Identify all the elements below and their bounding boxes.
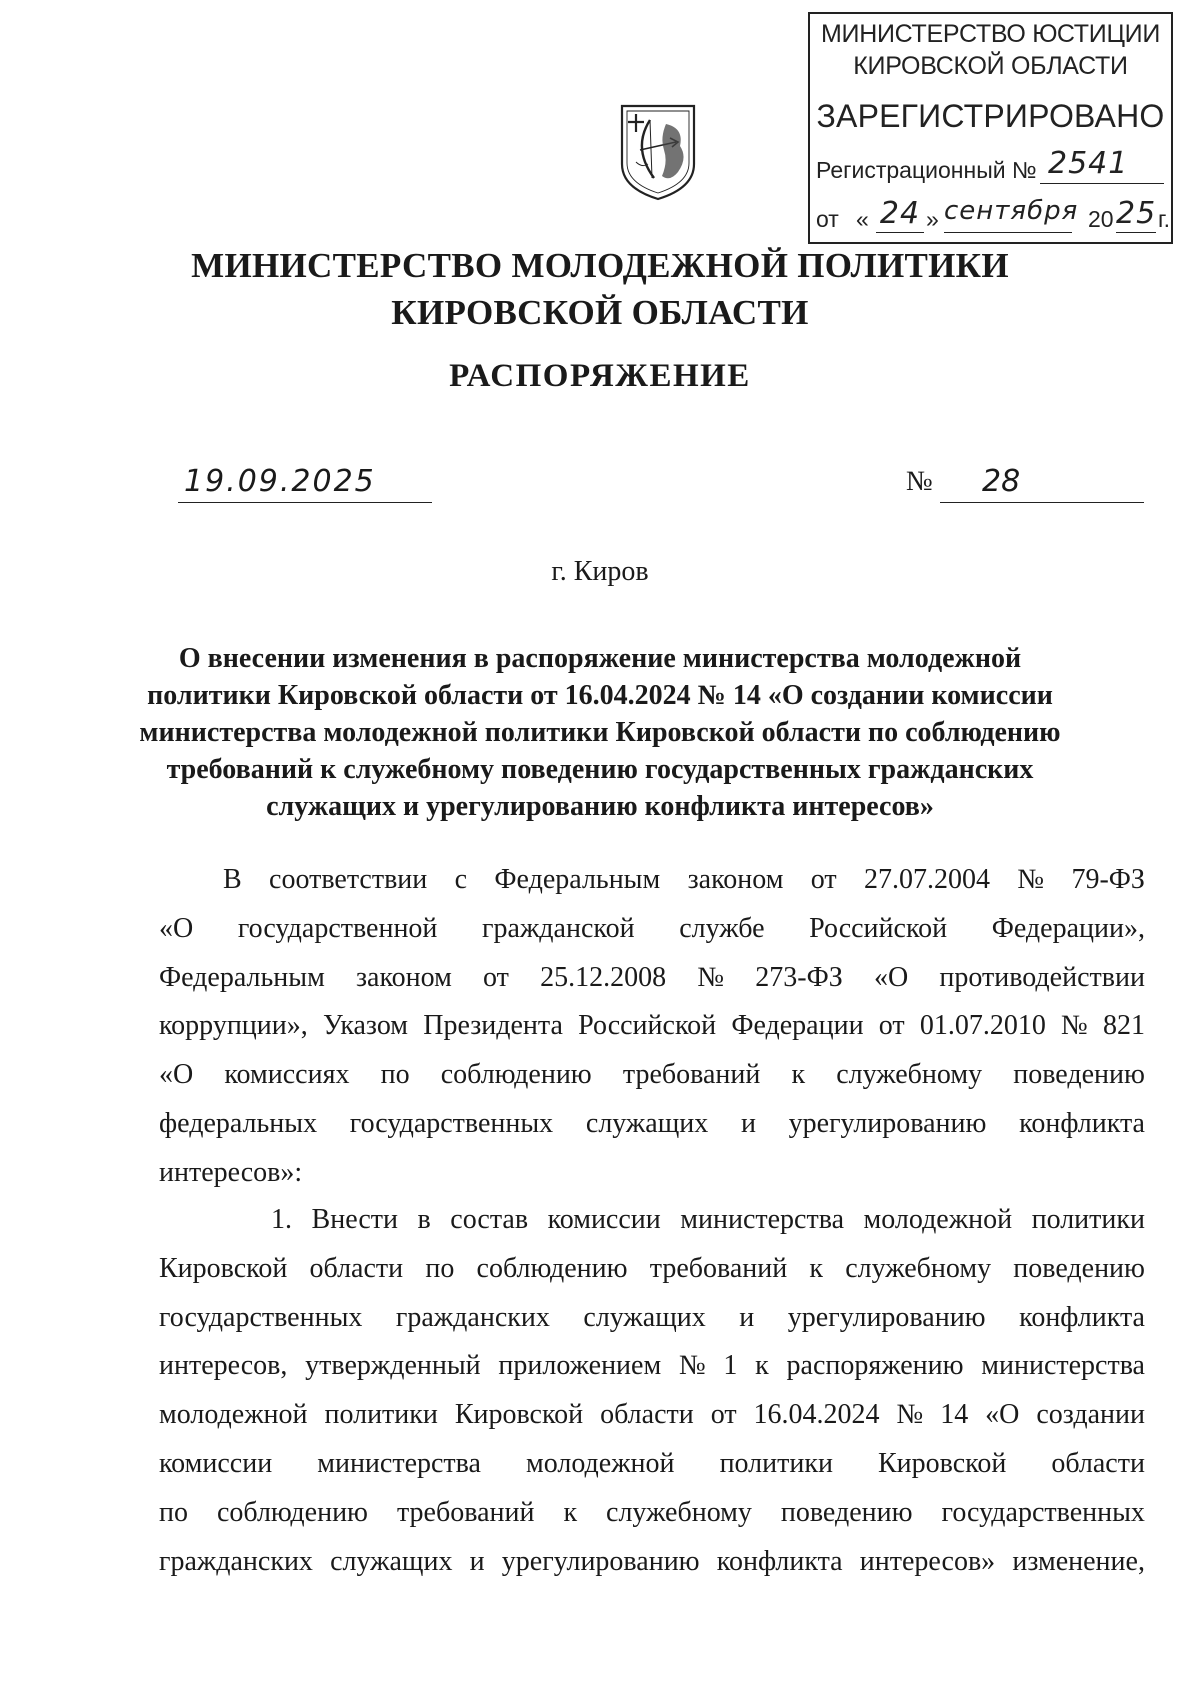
stamp-year-suffix: 25 — [1116, 196, 1157, 231]
body-word: № — [896, 1399, 924, 1431]
body-word: и — [469, 1545, 485, 1577]
body-word: государственных — [159, 1301, 363, 1333]
body-word: к — [755, 1350, 769, 1382]
body-word: Федерации — [731, 1010, 864, 1042]
document-number-field — [940, 464, 1144, 503]
body-word: по — [380, 1059, 410, 1091]
body-word: 79-ФЗ — [1071, 864, 1145, 895]
stamp-registered-title: ЗАРЕГИСТРИРОВАНО — [816, 98, 1165, 134]
body-word: служащих — [585, 1107, 709, 1139]
body-word: интересов» — [859, 1545, 996, 1577]
body-word: министерства — [981, 1350, 1145, 1382]
body-word: служащих — [583, 1301, 706, 1333]
body-word: соответствии — [269, 864, 428, 895]
body-line — [159, 1002, 1145, 1051]
body-word: и — [739, 1301, 755, 1333]
stamp-month: сентября — [944, 196, 1072, 233]
body-word: конфликта — [1019, 1107, 1145, 1139]
body-word: № — [1061, 1010, 1088, 1042]
body-word: изменение, — [1012, 1545, 1145, 1577]
body-word: Президента — [423, 1010, 563, 1042]
body-word: Российской — [809, 912, 948, 944]
body-word: соблюдению — [216, 1496, 368, 1528]
body-line — [159, 905, 1145, 954]
body-word: Указом — [322, 1010, 409, 1042]
body-word: молодежной — [863, 1204, 1013, 1235]
city: г. Киров — [551, 556, 649, 587]
body-word: служебному — [836, 1059, 983, 1091]
body-word: в — [417, 1204, 431, 1235]
registration-stamp — [808, 12, 1173, 244]
body-word: поведению — [1013, 1059, 1145, 1091]
body-line — [159, 1196, 1145, 1245]
body-word: гражданских — [395, 1301, 550, 1333]
body-word: № — [678, 1350, 706, 1382]
document-type: РАСПОРЯЖЕНИЕ — [449, 358, 751, 394]
body-word: министерства — [317, 1447, 481, 1479]
body-word: 16.04.2024 — [753, 1399, 880, 1431]
body-word: 1. — [271, 1204, 292, 1235]
body-word: молодежной — [526, 1447, 675, 1479]
body-word: № — [697, 961, 725, 993]
body-line — [159, 1538, 1145, 1587]
stamp-day: 24 — [876, 196, 924, 233]
body-word: и — [740, 1107, 756, 1139]
body-word: комиссии — [159, 1447, 273, 1479]
body-line — [159, 856, 1145, 905]
body-word: законом — [687, 864, 784, 895]
body-word: требований — [622, 1059, 761, 1091]
body-word: к — [791, 1059, 806, 1091]
body-word: Кировской — [454, 1399, 584, 1431]
body-word: гражданских — [159, 1545, 313, 1577]
body-paragraph-1 — [159, 856, 1145, 1198]
body-word: к — [563, 1496, 578, 1528]
body-word: «О — [159, 1059, 194, 1091]
document-title — [0, 640, 1200, 825]
body-word: «О — [159, 912, 194, 944]
body-word: к — [809, 1252, 824, 1284]
body-word: по — [425, 1252, 455, 1284]
body-word: утвержденный — [305, 1350, 481, 1382]
coat-of-arms-icon — [618, 102, 698, 202]
body-word: Кировской — [878, 1447, 1007, 1479]
body-word: коррупции», — [159, 1010, 308, 1042]
body-word: службе — [679, 912, 765, 944]
stamp-quote-close: » — [926, 206, 939, 232]
body-line — [159, 1342, 1145, 1391]
body-word: Федеральным — [494, 864, 661, 895]
body-word: урегулированию — [788, 1107, 987, 1139]
body-word: комиссии — [547, 1204, 661, 1235]
stamp-year-prefix: 20 — [1088, 206, 1114, 232]
body-word: Федерации», — [991, 912, 1145, 944]
body-word: с — [454, 864, 468, 895]
body-word: политики — [719, 1447, 833, 1479]
body-word: от — [810, 864, 837, 895]
body-word: по — [159, 1496, 188, 1528]
body-word: от — [483, 961, 509, 993]
body-word: государственных — [349, 1107, 554, 1139]
body-line — [159, 1440, 1145, 1489]
body-word: конфликта — [1019, 1301, 1145, 1333]
stamp-ministry-line2: КИРОВСКОЙ ОБЛАСТИ — [853, 52, 1128, 80]
ministry-name — [0, 242, 1200, 336]
body-word: 821 — [1102, 1010, 1145, 1042]
body-word: молодежной — [159, 1399, 308, 1431]
body-line — [159, 1245, 1145, 1294]
body-word: политики — [324, 1399, 438, 1431]
body-line — [159, 1391, 1145, 1440]
body-word: Федеральным — [159, 961, 325, 993]
stamp-year-unit: г. — [1158, 206, 1170, 232]
body-word: требований — [396, 1496, 535, 1528]
body-paragraph-2 — [159, 1196, 1145, 1586]
body-word: 273-ФЗ — [755, 961, 843, 993]
body-word: 27.07.2004 — [864, 864, 991, 895]
body-word: политики — [1031, 1204, 1145, 1235]
body-word: от — [710, 1399, 737, 1431]
body-word: Внести — [311, 1204, 398, 1235]
body-word: министерства — [680, 1204, 845, 1235]
body-word: от — [878, 1010, 905, 1042]
stamp-quote-open: « — [856, 206, 869, 232]
body-word: требований — [649, 1252, 788, 1284]
stamp-ministry-line1: МИНИСТЕРСТВО ЮСТИЦИИ — [821, 20, 1160, 48]
body-word: 1 — [723, 1350, 738, 1382]
body-word: урегулированию — [787, 1301, 986, 1333]
body-word: конфликта — [716, 1545, 843, 1577]
stamp-reg-number: 2541 — [1040, 146, 1164, 184]
body-word: области — [600, 1399, 694, 1431]
body-word: комиссиях — [224, 1059, 350, 1091]
body-word: области — [309, 1252, 404, 1284]
body-word: федеральных — [159, 1107, 318, 1139]
stamp-reg-label: Регистрационный № — [816, 157, 1037, 183]
body-word: служащих — [330, 1545, 453, 1577]
title-line: требований к служебному поведению государственных гражданских — [166, 754, 1034, 785]
document-date: 19.09.2025 — [184, 464, 376, 499]
body-word: государственной — [237, 912, 438, 944]
body-word: 14 — [940, 1399, 969, 1431]
ministry-name-line1: МИНИСТЕРСТВО МОЛОДЕЖНОЙ ПОЛИТИКИ — [191, 246, 1009, 285]
title-line: министерства молодежной политики Кировской области по соблюдению — [139, 717, 1061, 748]
body-word: противодействии — [939, 961, 1145, 993]
body-word: приложением — [498, 1350, 662, 1382]
body-word: государственных — [941, 1496, 1145, 1528]
body-word: распоряжению — [786, 1350, 964, 1382]
body-word: интересов, — [159, 1350, 288, 1382]
body-line — [159, 1051, 1145, 1100]
body-word: законом — [356, 961, 452, 993]
body-word: состав — [450, 1204, 529, 1235]
body-word: урегулированию — [501, 1545, 700, 1577]
title-line: О внесении изменения в распоряжение министерства молодежной — [178, 643, 1022, 674]
body-word: «О — [873, 961, 909, 993]
body-word: «О — [985, 1399, 1020, 1431]
body-line: интересов»: — [159, 1156, 303, 1188]
body-word: служебному — [845, 1252, 992, 1284]
body-word: соблюдению — [440, 1059, 592, 1091]
body-word: создании — [1036, 1399, 1145, 1431]
body-word: В — [223, 864, 242, 895]
document-number: 28 — [982, 464, 1021, 499]
body-word: Российской — [578, 1010, 717, 1042]
body-line — [159, 954, 1145, 1003]
body-word: гражданской — [482, 912, 635, 944]
ministry-name-line2: КИРОВСКОЙ ОБЛАСТИ — [391, 293, 809, 332]
body-word: поведению — [780, 1496, 913, 1528]
body-word: соблюдению — [476, 1252, 628, 1284]
stamp-from-label: от — [816, 206, 839, 232]
body-word: 01.07.2010 — [919, 1010, 1046, 1042]
title-line: служащих и урегулированию конфликта интересов» — [266, 791, 934, 822]
document-date-field — [178, 464, 432, 503]
body-line — [159, 1100, 1145, 1149]
title-line: политики Кировской области от 16.04.2024 № 14 «О создании комиссии — [147, 680, 1053, 711]
body-word: 25.12.2008 — [540, 961, 667, 993]
body-word: Кировской — [159, 1252, 288, 1284]
body-word: служебному — [606, 1496, 752, 1528]
body-line — [159, 1294, 1145, 1343]
document-number-label: № — [906, 466, 933, 497]
body-word: № — [1017, 864, 1045, 895]
body-line — [159, 1489, 1145, 1538]
body-word: поведению — [1013, 1252, 1145, 1284]
body-word: области — [1051, 1447, 1145, 1479]
